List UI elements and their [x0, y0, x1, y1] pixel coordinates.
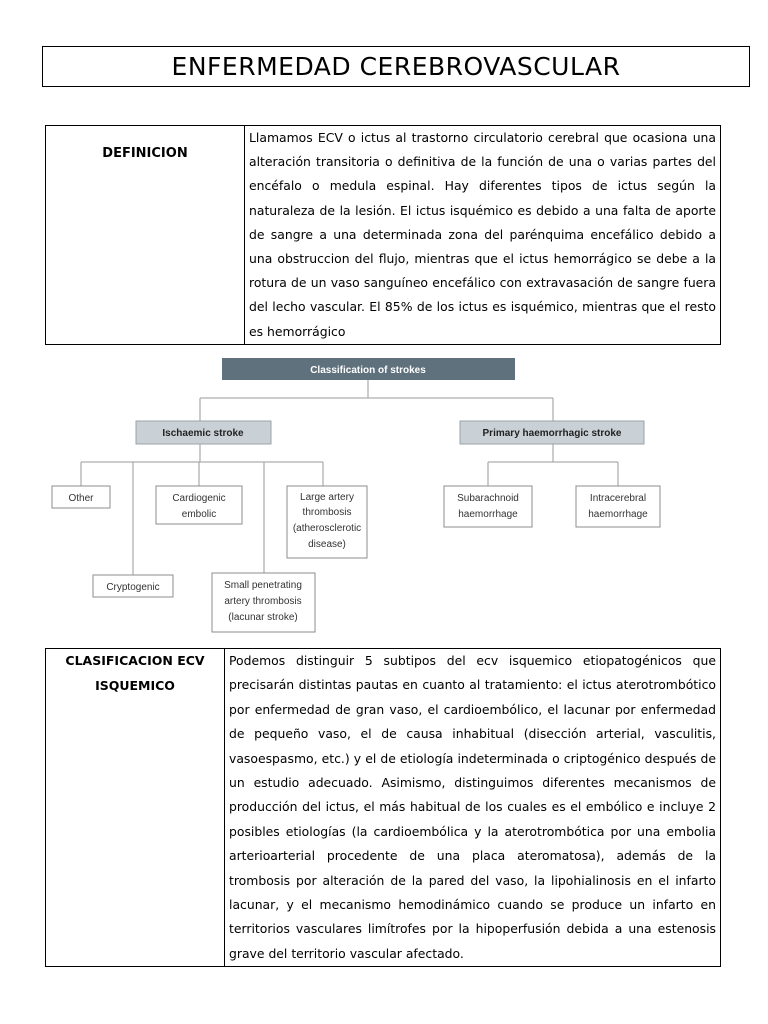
classification-text: Podemos distinguir 5 subtipos del ecv isquemico etiopatogénicos que precisarán distintas pautas en cuanto al tratamiento: el ictus aterotrombótico por enfermedad de gran vaso, el cardioembólico, el lacunar por enfermedad de pequeño vaso, el de causa inhabitual (disección arterial, vasculitis, vasoespasmo, etc.) y el de etiología indeterminada o criptogénico después de un estudio adecuado. Asimismo, distinguimos diferentes mecanismos de producción del ictus, el más habitual de los cuales es el embólico e incluye 2 posibles etiologías (la cardioembólica y la aterotrombótica por una embolia arterioarterial procedente de una placa ateromatosa), además de la trombosis por alteración de la pared del vaso, la lipohialinosis en el infarto lacunar, y el mecanismo hemodinámico cuando se produce un infarto en territorios vasculares limítrofes por la hipoperfusión debida a una estenosis grave del territorio vascular afectado.	[225, 649, 721, 967]
classification-table	[45, 648, 721, 967]
root-label: Classification of strokes	[310, 365, 426, 376]
intracerebral-line-1: Intracerebral	[589, 493, 647, 504]
cardiogenic-line-2: embolic	[181, 509, 217, 520]
leaf-boxes	[52, 486, 660, 632]
definition-label: DEFINICION	[46, 126, 245, 345]
small-penetrating-line-3: (lacunar stroke)	[228, 612, 298, 623]
intracerebral-line-2: haemorrhage	[588, 509, 648, 520]
cardiogenic-line-1: Cardiogenic	[172, 493, 226, 504]
small-penetrating-line-1: Small penetrating	[224, 580, 302, 591]
subarachnoid-line-1: Subarachnoid	[457, 493, 519, 504]
cryptogenic-label: Cryptogenic	[106, 582, 160, 593]
other-label: Other	[68, 493, 94, 504]
definition-text: Llamamos ECV o ictus al trastorno circulatorio cerebral que ocasiona una alteración transitoria o definitiva de la función de una o varias partes del encéfalo o medula espinal. Hay diferentes tipos de ictus según la naturaleza de la lesión. El ictus isquémico es debido a una falta de aporte de sangre a una determinada zona del parénquima encefálico debido a una obstruccion del flujo, mientras que el ictus hemorrágico se debe a la rotura de un vaso sanguíneo encefálico con extravasación de sangre fuera del lecho vascular. El 85% de los ictus es isquémico, mientras que el resto es hemorrágico	[245, 126, 721, 345]
small-penetrating-line-2: artery thrombosis	[224, 596, 302, 607]
table-row	[46, 649, 721, 967]
subarachnoid-line-2: haemorrhage	[458, 509, 518, 520]
classification-label: CLASIFICACION ECV ISQUEMICO	[46, 649, 225, 967]
large-artery-line-1: Large artery	[300, 492, 354, 503]
ischaemic-label: Ischaemic stroke	[162, 428, 244, 439]
page-title: ENFERMEDAD CEREBROVASCULAR	[42, 46, 750, 87]
large-artery-line-3: (atherosclerotic	[292, 523, 362, 534]
large-artery-line-2: thrombosis	[302, 507, 352, 518]
large-artery-line-4: disease)	[308, 539, 346, 550]
haemorrhagic-label: Primary haemorrhagic stroke	[482, 428, 622, 439]
